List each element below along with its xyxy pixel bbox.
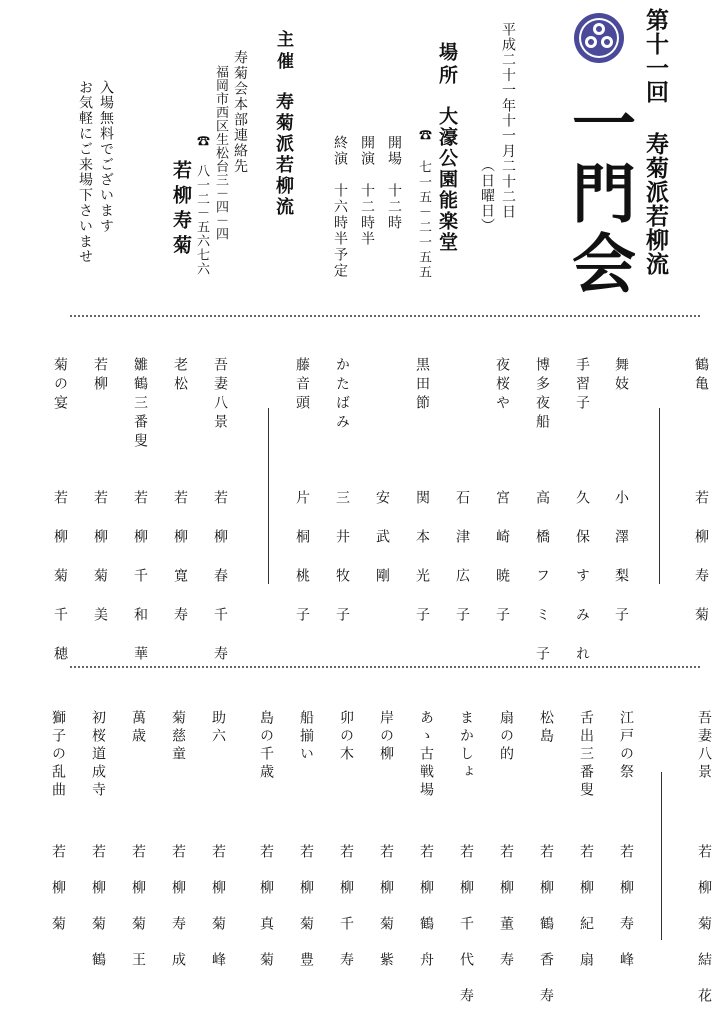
program-title: 岸の柳 (378, 710, 394, 764)
program-performer: 若柳千寿 (338, 844, 354, 988)
admission-note: 入場無料でございます (98, 80, 114, 234)
group-divider (661, 772, 662, 940)
program-title: 夜桜や (494, 357, 510, 414)
program-performer: 久保すみれ (574, 490, 590, 685)
program-performer: 若柳春千寿 (212, 490, 228, 685)
program-performer: 若柳千代寿 (458, 844, 474, 1024)
welcome-note: お気軽にご来場下さいませ (77, 80, 93, 265)
end-time: 終演 十六時半予定 (332, 135, 348, 279)
program-title: 助六 (210, 710, 226, 746)
open-time: 開場 十二時 (386, 135, 402, 231)
program-title: 船揃い (298, 710, 314, 764)
program-title: 初桜道成寺 (90, 710, 106, 800)
group-divider (268, 408, 269, 584)
program-performer: 若柳菊豊 (298, 844, 314, 988)
program-title: 松島 (538, 710, 554, 746)
event-big-title: 一門会 (561, 90, 636, 300)
program-performer: 若柳鶴舟 (418, 844, 434, 988)
program-performer: 若柳寛寿 (172, 490, 188, 646)
program-performer: 石津広子 (454, 490, 470, 646)
program-title: 島の千歳 (258, 710, 274, 782)
program-performer: 若柳真菊 (258, 844, 274, 988)
program-performer: 若柳菊 (50, 844, 66, 952)
program-performer: 若柳寿峰 (618, 844, 634, 988)
program-title: 菊の宴 (52, 357, 68, 414)
venue-name: 大濠公園能楽堂 (436, 106, 458, 253)
program-title: 菊慈童 (170, 710, 186, 764)
program-title: あゝ古戦場 (418, 710, 434, 800)
program-performer: 若柳寿菊 (693, 490, 709, 646)
venue-label: 場所 (436, 42, 458, 88)
contact-heading: 寿菊会本部連絡先 (232, 50, 248, 174)
program-title: 手習子 (574, 357, 590, 414)
program-performer: 若柳鶴香寿 (538, 844, 554, 1024)
family-crest-icon (573, 12, 625, 64)
program-performer: 若柳千和華 (132, 490, 148, 685)
organizer-label: 主催 (273, 30, 293, 74)
event-date: 平成二十一年十一月二十二日 (500, 22, 516, 220)
program-title: まかしょ (458, 710, 474, 782)
contact-phone: ☎ 八一二－五六七六 (194, 134, 209, 276)
program-performer: 若柳寿成 (170, 844, 186, 988)
event-title: 第十一回 寿菊派若柳流 (642, 8, 669, 276)
program-title: 黒田節 (414, 357, 430, 414)
program-performer: 関本光子 (414, 490, 430, 646)
program-performer: 若柳菊紫 (378, 844, 394, 988)
program-performer: 若柳菊峰 (210, 844, 226, 988)
program-title: 舞妓 (613, 357, 629, 395)
organizer-name: 寿菊派若柳流 (273, 92, 294, 218)
program-title: 舌出三番叟 (578, 710, 594, 800)
section-divider-1 (70, 315, 700, 317)
program-title: 萬歳 (130, 710, 146, 746)
program-performer: 宮崎暁子 (494, 490, 510, 646)
program-title: 卯の木 (338, 710, 354, 764)
contact-person: 若柳寿菊 (170, 160, 192, 260)
program-title: 扇の的 (498, 710, 514, 764)
program-performer: 安武剛 (374, 490, 390, 607)
program-title: 鶴亀 (693, 357, 709, 395)
program-performer: 高橋フミ子 (534, 490, 550, 685)
program-performer: 若柳菊鶴 (90, 844, 106, 988)
program-title: 吾妻八景 (696, 710, 712, 782)
program-title: 獅子の乱曲 (50, 710, 66, 800)
program-title: 江戸の祭 (618, 710, 634, 782)
program-title: 雛鶴三番叟 (132, 357, 148, 452)
program-performer: 若柳菊美 (92, 490, 108, 646)
contact-address: 福岡市西区生松台三－四－四 (213, 65, 228, 241)
venue-phone: ☎ 七一五－二一五五 (416, 128, 431, 280)
program-performer: 若柳菊王 (130, 844, 146, 988)
program-performer: 若柳菊千穂 (52, 490, 68, 685)
program-title: 博多夜船 (534, 357, 550, 433)
start-time: 開演 十二時半 (359, 135, 375, 247)
program-title: かたばみ (334, 357, 350, 433)
program-performer: 若柳紀扇 (578, 844, 594, 988)
program-performer: 若柳菊結花 (696, 844, 712, 1024)
group-divider (659, 408, 660, 584)
program-title: 若柳 (92, 357, 108, 395)
program-performer: 片桐桃子 (294, 490, 310, 646)
program-performer: 若柳董寿 (498, 844, 514, 988)
program-title: 吾妻八景 (212, 357, 228, 433)
program-performer: 三井牧子 (334, 490, 350, 646)
program-title: 老松 (172, 357, 188, 395)
program-title: 藤音頭 (294, 357, 310, 414)
program-performer: 小澤梨子 (613, 490, 629, 646)
section-divider-2 (70, 666, 700, 668)
event-weekday: （日曜日） (479, 158, 495, 233)
